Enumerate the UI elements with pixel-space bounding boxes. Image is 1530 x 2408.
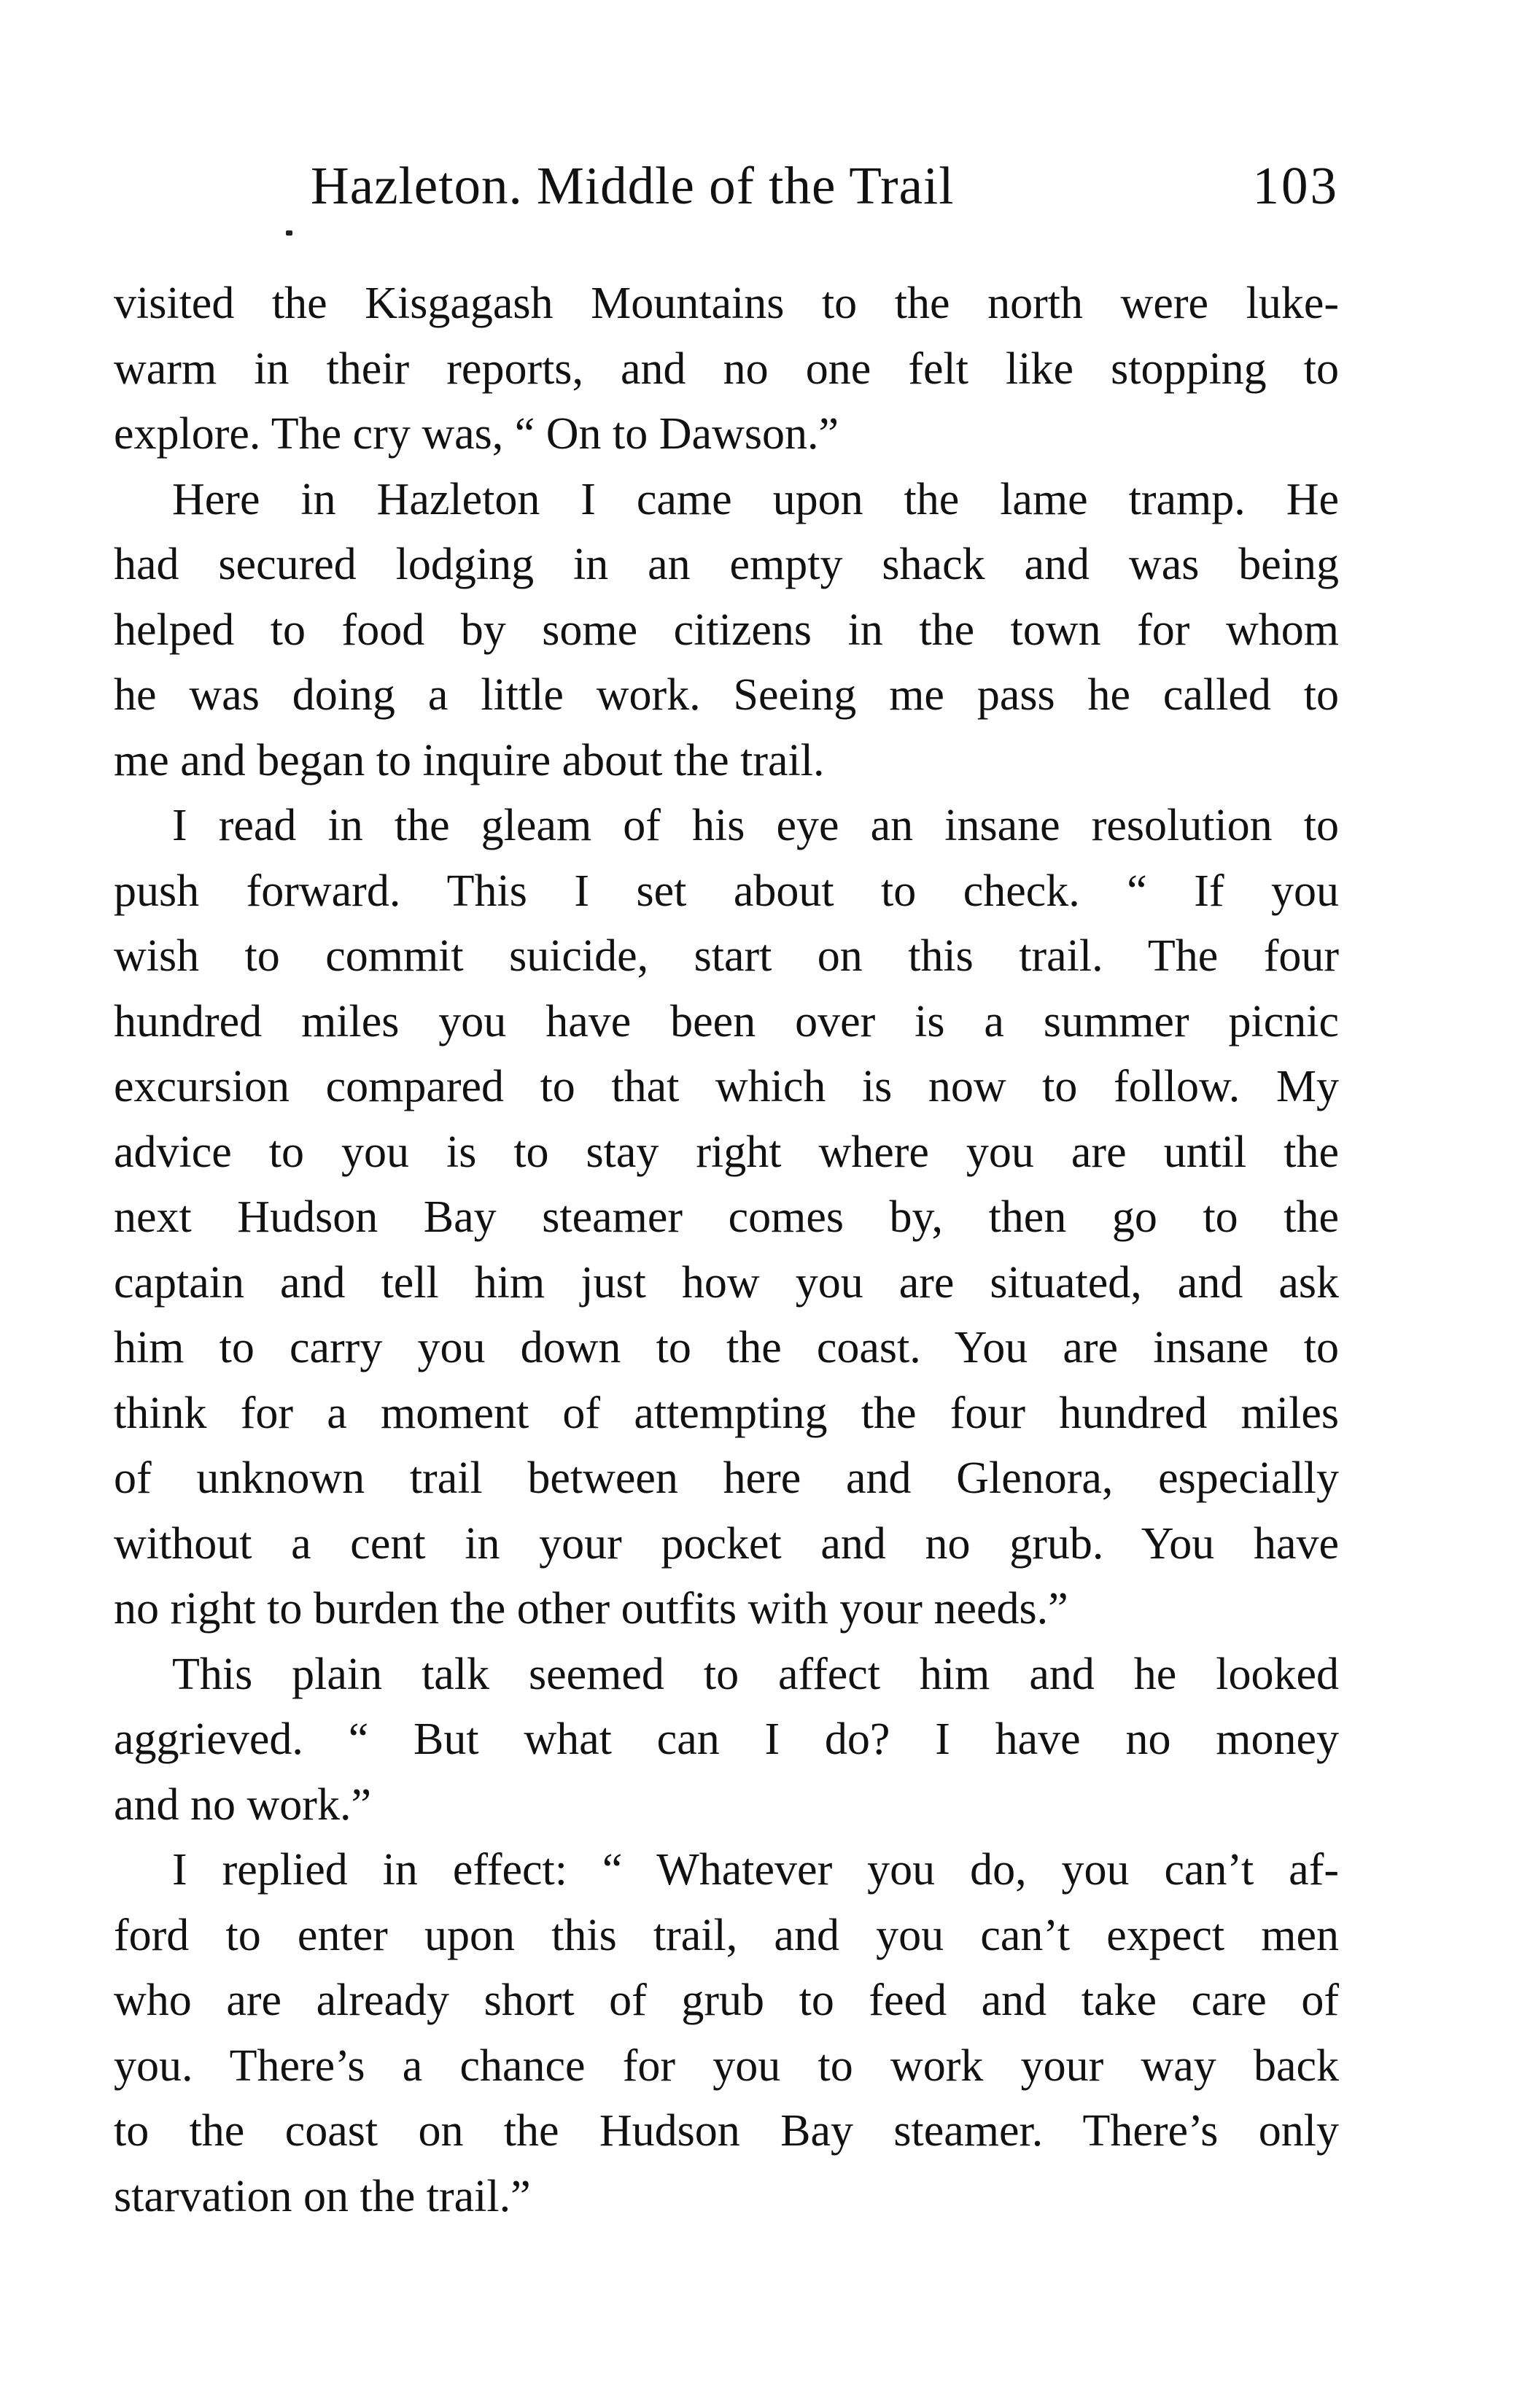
text-line: of unknown trail between here and Glenora, especially: [114, 1453, 1339, 1503]
text-line: to the coast on the Hudson Bay steamer. There’s only: [114, 2106, 1339, 2156]
text-line: explore. The cry was, “ On to Dawson.”: [114, 409, 839, 459]
text-line: and no work.”: [114, 1779, 371, 1830]
text-line: next Hudson Bay steamer comes by, then go to the: [114, 1192, 1339, 1242]
text-line: he was doing a little work. Seeing me pass he called to: [114, 670, 1339, 720]
text-line: warm in their reports, and no one felt like stopping to: [114, 343, 1339, 394]
text-line: had secured lodging in an empty shack and was being: [114, 540, 1339, 589]
text-line: hundred miles you have been over is a summer picnic: [114, 996, 1339, 1046]
text-line: no right to burden the other outfits with your needs.”: [114, 1584, 1068, 1634]
text-line: think for a moment of attempting the four hundred miles: [114, 1388, 1339, 1438]
text-line: This plain talk seemed to affect him and he looked: [172, 1649, 1339, 1699]
page-number: 103: [1252, 156, 1339, 215]
paragraph: [114, 1838, 1339, 2229]
text-line: aggrieved. “ But what can I do? I have no money: [114, 1714, 1339, 1764]
text-line: push forward. This I set about to check. “ If you: [114, 866, 1339, 916]
paragraph: [114, 1642, 1339, 1838]
text-line: I read in the gleam of his eye an insane resolution to: [172, 801, 1339, 850]
running-title: Hazleton. Middle of the Trail: [311, 156, 955, 215]
text-line: ford to enter upon this trail, and you can’t expect men: [114, 1910, 1339, 1960]
text-line: wish to commit suicide, start on this trail. The four: [114, 931, 1339, 981]
ink-mark: [286, 230, 292, 236]
text-line: visited the Kisgagash Mountains to the north were luke-: [114, 279, 1339, 328]
paragraph: [114, 271, 1339, 467]
text-line: without a cent in your pocket and no grub. You have: [114, 1518, 1339, 1569]
paragraph: [114, 467, 1339, 794]
text-line: I replied in effect: “ Whatever you do, you can’t af-: [172, 1845, 1339, 1895]
text-line: who are already short of grub to feed and take care of: [114, 1976, 1339, 2025]
text-line: captain and tell him just how you are situated, and ask: [114, 1257, 1339, 1308]
paragraph: [114, 793, 1339, 1642]
text-line: starvation on the trail.”: [114, 2171, 531, 2221]
text-line: excursion compared to that which is now to follow. My: [114, 1062, 1339, 1111]
running-head: [114, 146, 1339, 226]
text-line: you. There’s a chance for you to work your way back: [114, 2040, 1339, 2091]
body-text: [114, 271, 1339, 2229]
text-line: Here in Hazleton I came upon the lame tramp. He: [172, 474, 1339, 524]
text-line: him to carry you down to the coast. You are insane to: [114, 1323, 1339, 1372]
text-line: advice to you is to stay right where you are until the: [114, 1127, 1339, 1177]
text-line: helped to food by some citizens in the town for whom: [114, 605, 1339, 655]
text-line: me and began to inquire about the trail.: [114, 735, 825, 785]
